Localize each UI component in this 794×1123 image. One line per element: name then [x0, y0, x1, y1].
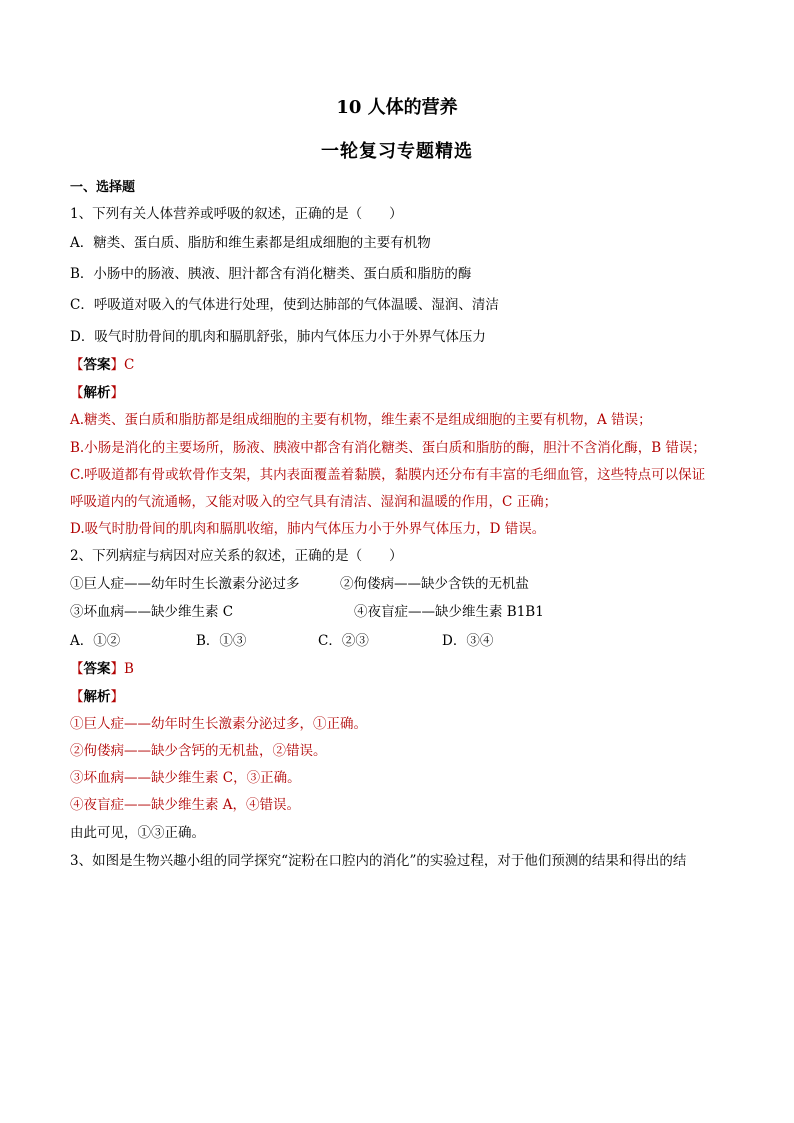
bracket-open: 【	[70, 357, 84, 373]
bracket-close: 】	[110, 689, 124, 705]
q2-option-a: A．①②	[70, 633, 121, 649]
answer-label: 答案	[83, 357, 111, 373]
q1-analysis-line: D.吸气时肋骨间的肌肉和膈肌收缩，肺内气体压力小于外界气体压力，D 错误。	[70, 521, 546, 537]
q2-answer	[70, 659, 134, 679]
q2-analysis-label	[70, 687, 124, 707]
q2-analysis-line: ③坏血病——缺少维生素 C，③正确。	[70, 770, 301, 786]
q1-option-a: A．糖类、蛋白质、脂肪和维生素都是组成细胞的主要有机物	[70, 235, 431, 251]
q2-analysis-line: ④夜盲症——缺少维生素 A，④错误。	[70, 797, 301, 813]
q2-item-4: ④夜盲症——缺少维生素 B1B1	[354, 604, 544, 620]
document-title: 10 人体的营养	[336, 97, 458, 118]
bracket-close: 】	[110, 661, 124, 677]
q2-conclusion: 由此可见，①③正确。	[70, 825, 205, 841]
q2-stem: 2、下列病症与病因对应关系的叙述，正确的是（ ）	[70, 548, 403, 564]
answer-value: C	[124, 357, 135, 373]
q2-analysis-line: ①巨人症——幼年时生长激素分泌过多，①正确。	[70, 716, 367, 732]
q1-option-c: C．呼吸道对吸入的气体进行处理，使到达肺部的气体温暖、湿润、清洁	[70, 297, 499, 313]
analysis-label: 解析	[83, 689, 111, 705]
document-subtitle: 一轮复习专题精选	[321, 141, 473, 162]
bracket-open: 【	[70, 689, 84, 705]
q1-analysis-line: 呼吸道内的气流通畅，又能对吸入的空气具有清洁、湿润和温暖的作用，C 正确；	[70, 494, 558, 510]
q2-option-b: B．①③	[196, 633, 247, 649]
q2-option-d: D．③④	[442, 633, 494, 649]
q1-analysis-line: B.小肠是消化的主要场所，肠液、胰液中都含有消化糖类、蛋白质和脂肪的酶，胆汁不含消化酶，B 错误；	[70, 440, 706, 456]
q1-option-d: D．吸气时肋骨间的肌肉和膈肌舒张，肺内气体压力小于外界气体压力	[70, 329, 486, 345]
analysis-label: 解析	[83, 385, 111, 401]
q2-item-1: ①巨人症——幼年时生长激素分泌过多	[70, 576, 300, 592]
answer-label: 答案	[83, 661, 111, 677]
q1-analysis-line: C.呼吸道都有骨或软骨作支架，其内表面覆盖着黏膜，黏膜内还分布有丰富的毛细血管，这些特点可以保证	[70, 467, 706, 483]
q2-option-c: C．②③	[318, 633, 369, 649]
q2-item-2: ②佝偻病——缺少含铁的无机盐	[340, 576, 529, 592]
answer-value: B	[124, 661, 134, 677]
q1-option-b: B．小肠中的肠液、胰液、胆汁都含有消化糖类、蛋白质和脂肪的酶	[70, 266, 472, 282]
q2-item-3: ③坏血病——缺少维生素 C	[70, 604, 234, 620]
q2-analysis-line: ②佝偻病——缺少含钙的无机盐，②错误。	[70, 743, 327, 759]
section-heading: 一、选择题	[70, 180, 136, 195]
q3-stem: 3、如图是生物兴趣小组的同学探究“淀粉在口腔内的消化”的实验过程，对于他们预测的结果和得出的结	[70, 853, 687, 869]
q1-stem: 1、下列有关人体营养或呼吸的叙述，正确的是（ ）	[70, 206, 403, 222]
q1-analysis-label	[70, 383, 124, 403]
bracket-open: 【	[70, 661, 84, 677]
bracket-close: 】	[110, 357, 124, 373]
bracket-close: 】	[110, 385, 124, 401]
q1-answer	[70, 355, 134, 375]
q1-analysis-line: A.糖类、蛋白质和脂肪都是组成细胞的主要有机物，维生素不是组成细胞的主要有机物，A 错误；	[70, 412, 652, 428]
bracket-open: 【	[70, 385, 84, 401]
